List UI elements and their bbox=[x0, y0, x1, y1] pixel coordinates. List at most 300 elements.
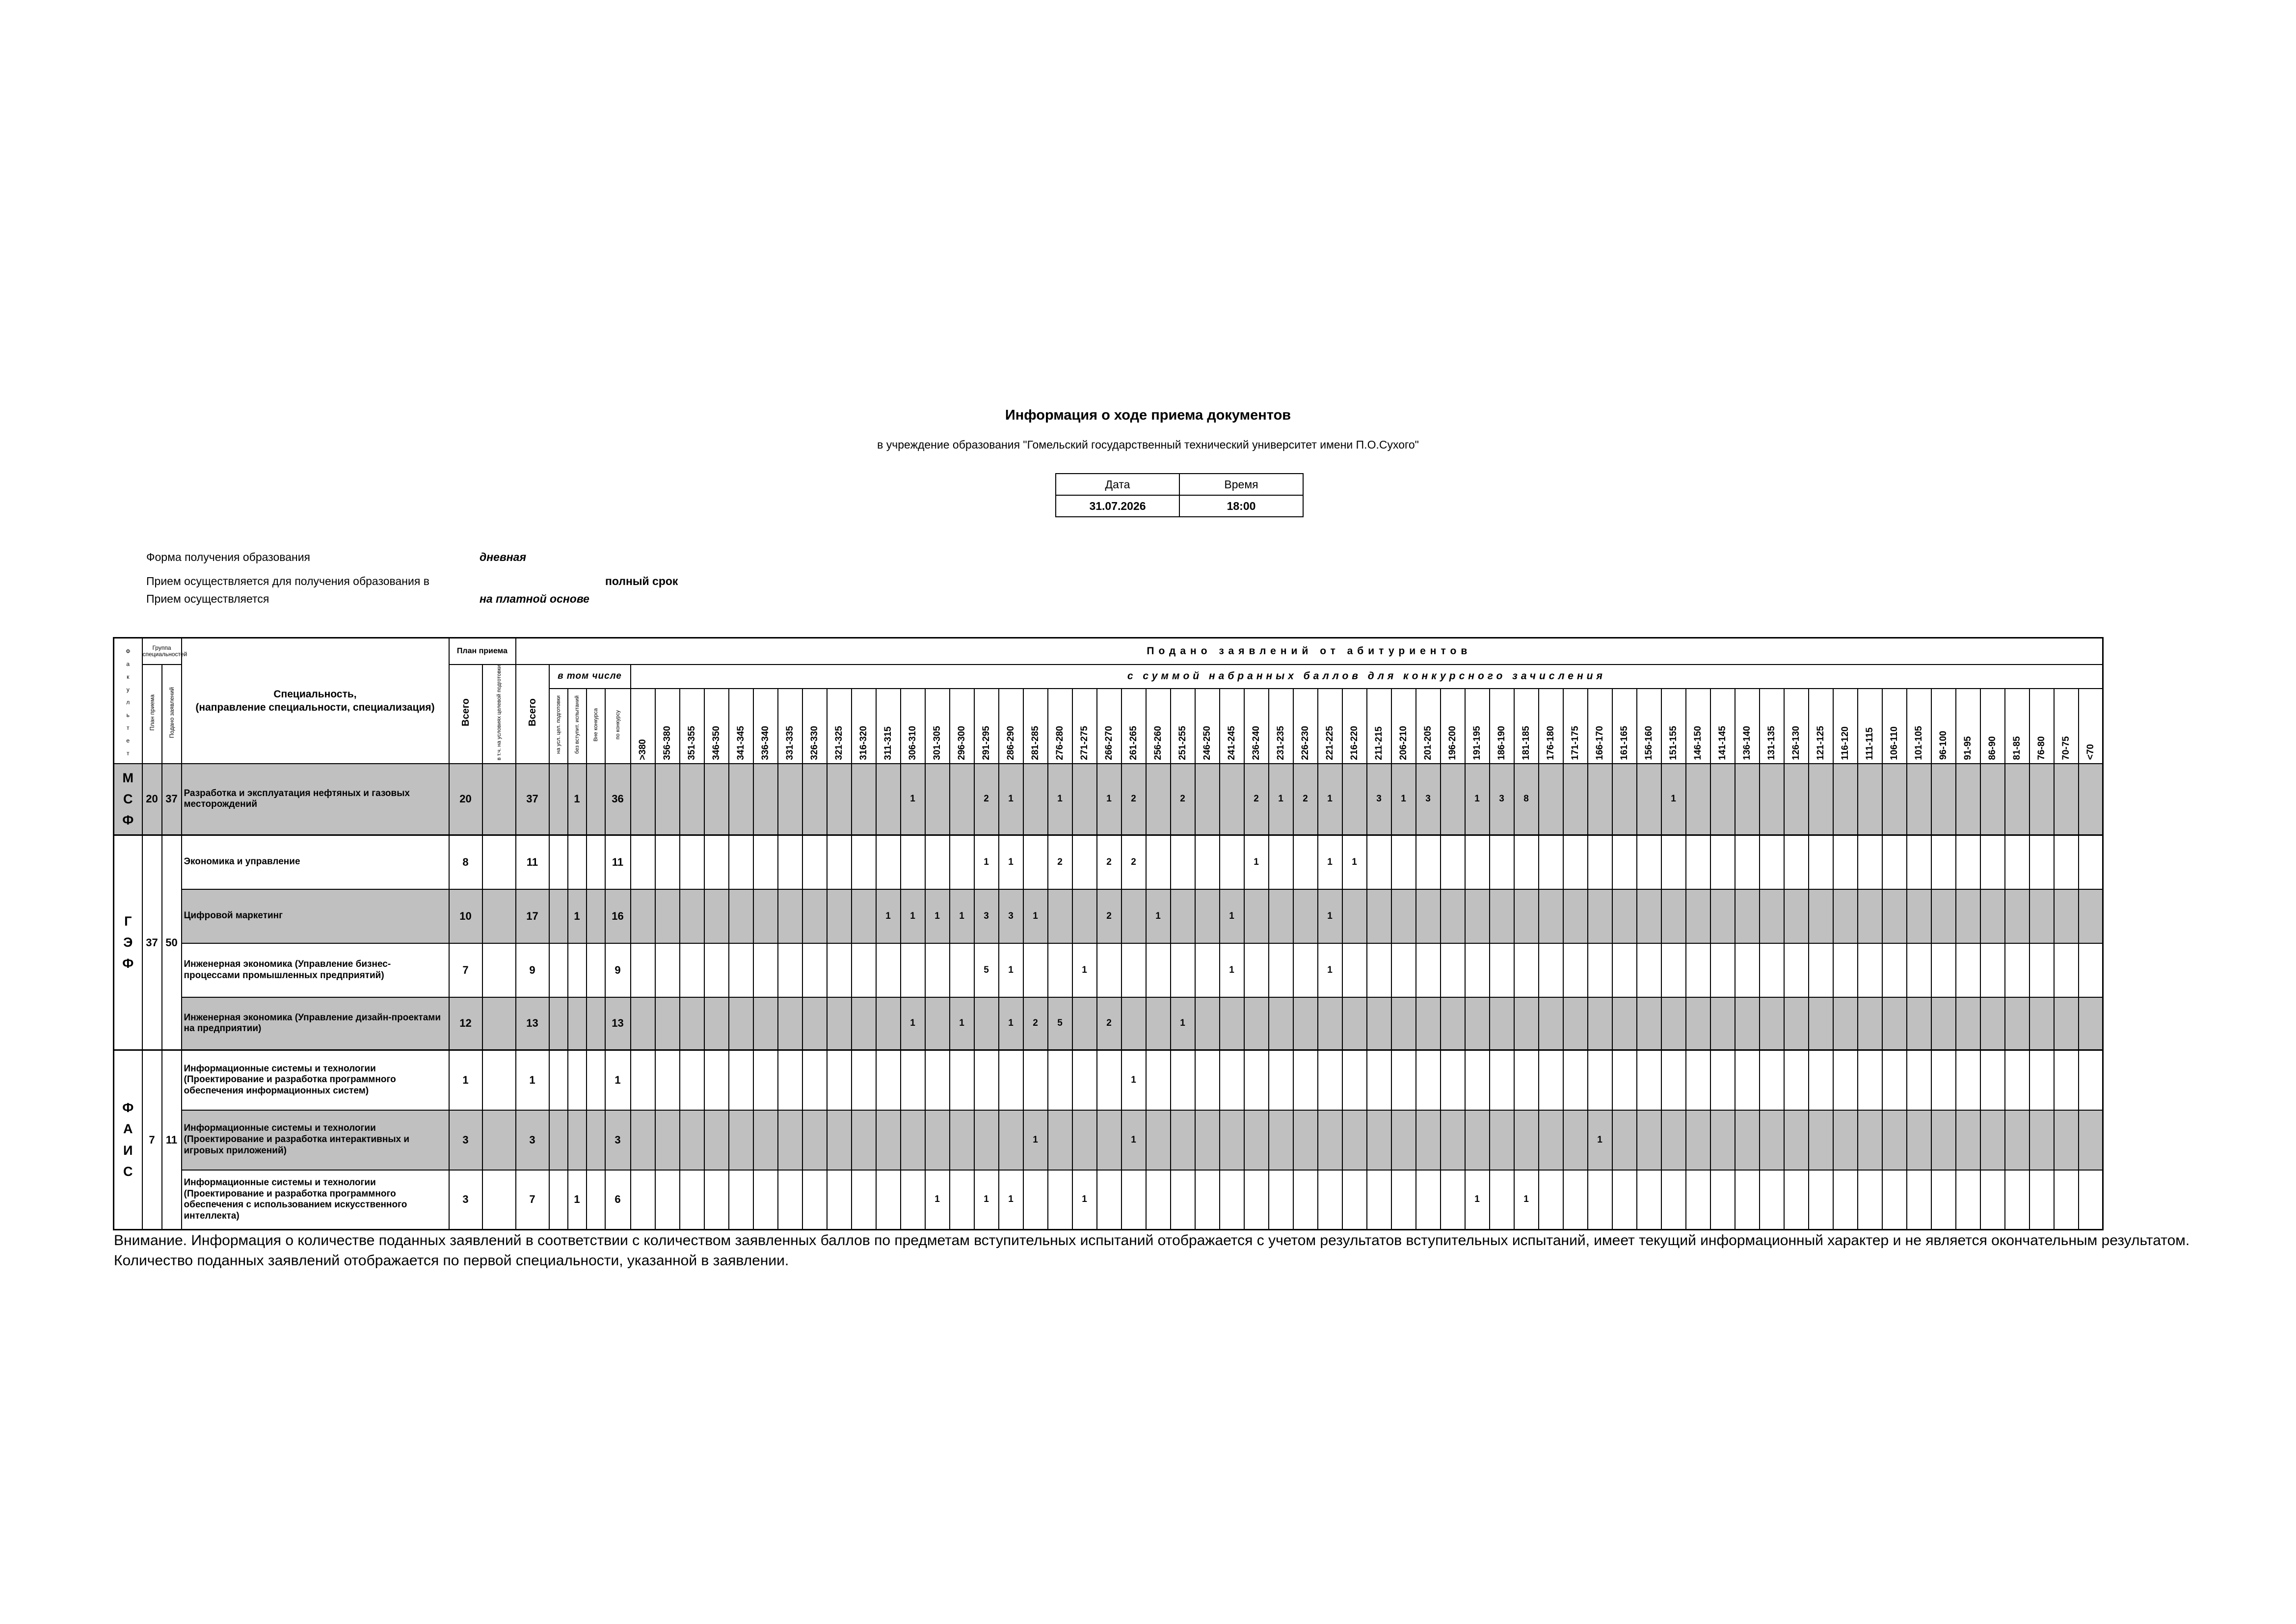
score-range-header: 106-110 bbox=[1882, 689, 1907, 763]
score-range-header: 251-255 bbox=[1171, 689, 1195, 763]
score-count bbox=[1367, 835, 1391, 889]
score-count bbox=[1686, 835, 1710, 889]
score-count: 2 bbox=[1097, 997, 1121, 1050]
score-range-header: 226-230 bbox=[1293, 689, 1318, 763]
score-count: 1 bbox=[1318, 764, 1342, 835]
score-count bbox=[2079, 835, 2103, 889]
score-count bbox=[1809, 997, 1833, 1050]
score-count bbox=[827, 1110, 852, 1170]
score-count bbox=[1269, 1170, 1293, 1230]
plan-total: 12 bbox=[449, 997, 482, 1050]
score-range-header: 186-190 bbox=[1490, 689, 1514, 763]
score-count bbox=[1195, 943, 1220, 997]
score-count bbox=[704, 1050, 729, 1110]
score-count: 2 bbox=[1121, 835, 1146, 889]
score-count: 5 bbox=[974, 943, 999, 997]
score-count bbox=[1760, 889, 1784, 943]
submitted-header: Подано заявлений от абитуриентов bbox=[516, 638, 2103, 665]
score-count bbox=[2079, 997, 2103, 1050]
inc-target bbox=[549, 943, 568, 997]
score-count bbox=[1858, 1170, 1882, 1230]
score-count bbox=[631, 943, 655, 997]
score-count bbox=[2029, 1050, 2054, 1110]
score-count bbox=[1367, 1170, 1391, 1230]
score-count bbox=[1612, 1110, 1637, 1170]
inc-competition: 11 bbox=[605, 835, 631, 889]
inc-target bbox=[549, 889, 568, 943]
score-count bbox=[631, 835, 655, 889]
table-row bbox=[114, 1050, 2103, 1110]
score-count bbox=[1023, 764, 1048, 835]
score-range-header: 261-265 bbox=[1121, 689, 1146, 763]
score-range-header: 181-185 bbox=[1514, 689, 1539, 763]
score-count bbox=[753, 943, 778, 997]
score-count bbox=[704, 1170, 729, 1230]
faculty-name: М С Ф bbox=[114, 764, 142, 835]
score-count bbox=[1195, 764, 1220, 835]
score-range-header: 201-205 bbox=[1416, 689, 1441, 763]
score-range-header: 146-150 bbox=[1686, 689, 1710, 763]
score-count bbox=[802, 1050, 827, 1110]
score-count bbox=[2005, 889, 2029, 943]
score-range-header: 356-380 bbox=[655, 689, 680, 763]
score-count bbox=[1661, 889, 1686, 943]
score-count bbox=[1931, 764, 1956, 835]
inc-noexam: 1 bbox=[568, 1170, 587, 1230]
score-count bbox=[1514, 997, 1539, 1050]
specialty-name: Информационные системы и технологии (Проектирование и разработка программного обеспечения с использованием искусственного интеллекта) bbox=[182, 1170, 449, 1230]
score-count bbox=[1710, 764, 1735, 835]
score-count bbox=[1416, 1170, 1441, 1230]
admissions-table bbox=[113, 637, 2104, 1230]
score-count bbox=[1195, 835, 1220, 889]
score-count bbox=[1784, 1110, 1809, 1170]
score-count bbox=[1048, 1170, 1072, 1230]
score-count bbox=[655, 835, 680, 889]
inc-target bbox=[549, 1050, 568, 1110]
score-count bbox=[1441, 1170, 1465, 1230]
plan-target bbox=[482, 1170, 516, 1230]
score-count bbox=[1539, 997, 1563, 1050]
score-range-header: 281-285 bbox=[1023, 689, 1048, 763]
score-count bbox=[1048, 1110, 1072, 1170]
score-count bbox=[1490, 835, 1514, 889]
score-count: 1 bbox=[1244, 835, 1269, 889]
score-count: 1 bbox=[1318, 835, 1342, 889]
score-count bbox=[1195, 1170, 1220, 1230]
inc-competition: 36 bbox=[605, 764, 631, 835]
score-count bbox=[1416, 943, 1441, 997]
plan-target bbox=[482, 764, 516, 835]
score-count bbox=[704, 1110, 729, 1170]
score-count bbox=[1809, 764, 1833, 835]
score-count bbox=[1563, 1170, 1588, 1230]
score-count bbox=[1735, 764, 1760, 835]
score-range-header: 76-80 bbox=[2029, 689, 2054, 763]
score-count bbox=[704, 764, 729, 835]
plan-target bbox=[482, 997, 516, 1050]
inc-noexam bbox=[568, 997, 587, 1050]
score-count bbox=[1072, 764, 1097, 835]
score-count bbox=[876, 1050, 901, 1110]
score-count bbox=[1563, 835, 1588, 889]
score-range-header: 151-155 bbox=[1661, 689, 1686, 763]
purpose-value: полный срок bbox=[605, 575, 678, 587]
score-range-header: 306-310 bbox=[901, 689, 925, 763]
score-count bbox=[2079, 1170, 2103, 1230]
score-count bbox=[1809, 835, 1833, 889]
score-count bbox=[1710, 1110, 1735, 1170]
plan-total: 7 bbox=[449, 943, 482, 997]
score-count bbox=[1833, 1050, 1858, 1110]
score-range-header: 266-270 bbox=[1097, 689, 1121, 763]
score-count bbox=[1760, 835, 1784, 889]
score-count bbox=[680, 943, 704, 997]
inc-outside bbox=[587, 835, 605, 889]
score-count bbox=[1612, 889, 1637, 943]
score-count bbox=[1195, 997, 1220, 1050]
score-count bbox=[1735, 835, 1760, 889]
score-range-header: 286-290 bbox=[999, 689, 1023, 763]
score-range-header: 141-145 bbox=[1710, 689, 1735, 763]
score-count bbox=[1195, 889, 1220, 943]
score-band-header: с суммой набранных баллов для конкурсного зачисления bbox=[631, 665, 2103, 689]
score-count bbox=[1097, 1050, 1121, 1110]
score-count bbox=[631, 1110, 655, 1170]
submitted-total: 37 bbox=[516, 764, 549, 835]
score-count bbox=[753, 1050, 778, 1110]
score-count bbox=[925, 1050, 950, 1110]
score-count bbox=[827, 997, 852, 1050]
score-count bbox=[778, 943, 802, 997]
group-plan: 37 bbox=[142, 835, 162, 1050]
form-label: Форма получения образования bbox=[146, 551, 311, 563]
basis-value: на платной основе bbox=[480, 592, 589, 605]
score-range-header: 326-330 bbox=[802, 689, 827, 763]
score-range-header: 341-345 bbox=[729, 689, 753, 763]
score-count bbox=[1318, 1170, 1342, 1230]
submitted-total: 17 bbox=[516, 889, 549, 943]
score-count: 1 bbox=[1269, 764, 1293, 835]
score-count bbox=[1980, 997, 2005, 1050]
score-count bbox=[1342, 1050, 1367, 1110]
score-count bbox=[655, 1170, 680, 1230]
score-count bbox=[1760, 1110, 1784, 1170]
score-count bbox=[1220, 1110, 1244, 1170]
score-count bbox=[1956, 943, 1980, 997]
specialty-header: Специальность, (направление специальности, специализация) bbox=[182, 638, 449, 764]
score-count bbox=[778, 1170, 802, 1230]
score-count bbox=[2054, 764, 2079, 835]
score-range-header: 336-340 bbox=[753, 689, 778, 763]
score-count bbox=[1244, 997, 1269, 1050]
score-count bbox=[1416, 1110, 1441, 1170]
score-count bbox=[1269, 1050, 1293, 1110]
score-count bbox=[1367, 943, 1391, 997]
score-count bbox=[704, 889, 729, 943]
score-count bbox=[1121, 1170, 1146, 1230]
score-count bbox=[655, 943, 680, 997]
score-count bbox=[1318, 997, 1342, 1050]
score-count bbox=[1269, 889, 1293, 943]
score-count bbox=[1980, 1170, 2005, 1230]
table-row bbox=[114, 764, 2103, 835]
score-count bbox=[2029, 835, 2054, 889]
score-count bbox=[1907, 889, 1931, 943]
score-range-header: 231-235 bbox=[1269, 689, 1293, 763]
score-count bbox=[680, 1050, 704, 1110]
plan-target bbox=[482, 943, 516, 997]
score-count bbox=[1612, 764, 1637, 835]
score-count bbox=[852, 1170, 876, 1230]
score-count bbox=[1980, 889, 2005, 943]
score-count bbox=[1661, 1050, 1686, 1110]
score-count bbox=[1710, 835, 1735, 889]
score-count: 1 bbox=[999, 997, 1023, 1050]
score-count bbox=[1244, 1170, 1269, 1230]
score-count: 1 bbox=[1146, 889, 1171, 943]
score-count bbox=[901, 943, 925, 997]
score-count bbox=[1980, 835, 2005, 889]
score-count bbox=[1809, 1050, 1833, 1110]
score-count bbox=[852, 889, 876, 943]
score-count bbox=[729, 1110, 753, 1170]
score-count: 8 bbox=[1514, 764, 1539, 835]
table-row bbox=[114, 1170, 2103, 1230]
score-count bbox=[950, 1170, 974, 1230]
score-count bbox=[1539, 764, 1563, 835]
score-count bbox=[1146, 1050, 1171, 1110]
date-label: Дата bbox=[1056, 474, 1179, 495]
score-count bbox=[1539, 1170, 1563, 1230]
score-range-header: 351-355 bbox=[680, 689, 704, 763]
score-count bbox=[753, 1110, 778, 1170]
score-count bbox=[1293, 1050, 1318, 1110]
score-count bbox=[680, 1110, 704, 1170]
plan-target bbox=[482, 835, 516, 889]
score-count bbox=[974, 997, 999, 1050]
inc-noexam-header: без вступит. испытаний bbox=[568, 689, 587, 763]
group-header: Группа специальностей bbox=[142, 638, 182, 665]
score-count bbox=[1686, 1050, 1710, 1110]
score-count bbox=[631, 1170, 655, 1230]
score-range-header: 241-245 bbox=[1220, 689, 1244, 763]
score-count: 3 bbox=[1367, 764, 1391, 835]
score-count bbox=[1637, 1050, 1661, 1110]
score-count bbox=[704, 835, 729, 889]
score-count bbox=[1171, 835, 1195, 889]
score-count bbox=[1391, 889, 1416, 943]
score-count bbox=[1072, 1110, 1097, 1170]
score-count bbox=[1539, 943, 1563, 997]
purpose-label: Прием осуществляется для получения образования в bbox=[146, 575, 429, 587]
score-count bbox=[1686, 997, 1710, 1050]
score-count bbox=[1072, 889, 1097, 943]
score-count bbox=[925, 764, 950, 835]
score-count: 1 bbox=[1097, 764, 1121, 835]
score-count bbox=[1367, 997, 1391, 1050]
score-range-header: 96-100 bbox=[1931, 689, 1956, 763]
score-count bbox=[1146, 997, 1171, 1050]
score-count bbox=[1023, 1170, 1048, 1230]
score-count: 2 bbox=[1048, 835, 1072, 889]
specialty-name: Информационные системы и технологии (Проектирование и разработка интерактивных и игровых приложений) bbox=[182, 1110, 449, 1170]
score-count bbox=[1858, 1050, 1882, 1110]
score-range-header: >380 bbox=[631, 689, 655, 763]
score-count bbox=[1441, 943, 1465, 997]
score-count bbox=[1293, 1170, 1318, 1230]
score-count bbox=[852, 1110, 876, 1170]
score-count bbox=[1784, 1050, 1809, 1110]
score-count: 1 bbox=[950, 889, 974, 943]
score-count bbox=[1465, 997, 1490, 1050]
score-count bbox=[1588, 764, 1612, 835]
score-range-header: 311-315 bbox=[876, 689, 901, 763]
score-range-header: 271-275 bbox=[1072, 689, 1097, 763]
score-count bbox=[1293, 889, 1318, 943]
score-range-header: 156-160 bbox=[1637, 689, 1661, 763]
score-count bbox=[1882, 835, 1907, 889]
page-title: Информация о ходе приема документов bbox=[1005, 407, 1291, 423]
score-count bbox=[852, 997, 876, 1050]
score-count bbox=[655, 997, 680, 1050]
score-count bbox=[1391, 1170, 1416, 1230]
score-count bbox=[1833, 1110, 1858, 1170]
score-count bbox=[1686, 943, 1710, 997]
score-count bbox=[1637, 764, 1661, 835]
score-count: 1 bbox=[1220, 889, 1244, 943]
score-count bbox=[1121, 889, 1146, 943]
score-count bbox=[1293, 1110, 1318, 1170]
score-count bbox=[631, 764, 655, 835]
score-count bbox=[1882, 1050, 1907, 1110]
score-count: 1 bbox=[1391, 764, 1416, 835]
score-count: 1 bbox=[1661, 764, 1686, 835]
score-count bbox=[1661, 835, 1686, 889]
plan-target-header: в т.ч. на условиях целевой подготовки bbox=[482, 665, 516, 764]
score-count bbox=[778, 997, 802, 1050]
score-count bbox=[925, 997, 950, 1050]
score-range-header: 70-75 bbox=[2054, 689, 2079, 763]
score-count bbox=[680, 1170, 704, 1230]
faculty-name: Ф А И С bbox=[114, 1050, 142, 1230]
score-count bbox=[1097, 943, 1121, 997]
score-range-header: 246-250 bbox=[1195, 689, 1220, 763]
score-count bbox=[1514, 943, 1539, 997]
score-count: 1 bbox=[1023, 889, 1048, 943]
score-count: 1 bbox=[1072, 1170, 1097, 1230]
inc-target-header: на усл. цел. подготовки bbox=[549, 689, 568, 763]
score-range-header: 321-325 bbox=[827, 689, 852, 763]
score-count: 1 bbox=[1318, 943, 1342, 997]
score-count: 1 bbox=[999, 1170, 1023, 1230]
time-value: 18:00 bbox=[1179, 495, 1303, 517]
score-count bbox=[1220, 1170, 1244, 1230]
score-count bbox=[655, 889, 680, 943]
score-count bbox=[1244, 1050, 1269, 1110]
score-count bbox=[1539, 889, 1563, 943]
score-count bbox=[802, 1110, 827, 1170]
score-count bbox=[1784, 1170, 1809, 1230]
score-count bbox=[852, 835, 876, 889]
score-count bbox=[1441, 835, 1465, 889]
score-range-header: 331-335 bbox=[778, 689, 802, 763]
score-count bbox=[1735, 889, 1760, 943]
plan-total: 10 bbox=[449, 889, 482, 943]
score-count bbox=[1710, 943, 1735, 997]
score-count bbox=[802, 997, 827, 1050]
score-count bbox=[1023, 1050, 1048, 1110]
score-count bbox=[704, 997, 729, 1050]
score-count bbox=[2054, 1050, 2079, 1110]
score-count: 3 bbox=[999, 889, 1023, 943]
score-count: 3 bbox=[974, 889, 999, 943]
score-count bbox=[1269, 943, 1293, 997]
score-count bbox=[1465, 1050, 1490, 1110]
score-count: 1 bbox=[925, 889, 950, 943]
score-count bbox=[1023, 835, 1048, 889]
score-count bbox=[1956, 835, 1980, 889]
table-row bbox=[114, 943, 2103, 997]
inc-noexam: 1 bbox=[568, 764, 587, 835]
score-count bbox=[1931, 1110, 1956, 1170]
score-count bbox=[1342, 889, 1367, 943]
score-count bbox=[2005, 1050, 2029, 1110]
score-count bbox=[1858, 835, 1882, 889]
score-count bbox=[1980, 1050, 2005, 1110]
score-count: 2 bbox=[1171, 764, 1195, 835]
score-range-header: 116-120 bbox=[1833, 689, 1858, 763]
score-count bbox=[1391, 997, 1416, 1050]
inc-target bbox=[549, 1110, 568, 1170]
score-range-header: 346-350 bbox=[704, 689, 729, 763]
score-count bbox=[1097, 1170, 1121, 1230]
score-count bbox=[2029, 889, 2054, 943]
score-range-header: 206-210 bbox=[1391, 689, 1416, 763]
score-count bbox=[680, 997, 704, 1050]
score-count bbox=[1342, 1110, 1367, 1170]
score-count: 1 bbox=[1072, 943, 1097, 997]
score-count bbox=[1367, 1050, 1391, 1110]
submitted-total: 13 bbox=[516, 997, 549, 1050]
score-count bbox=[1612, 1050, 1637, 1110]
score-count bbox=[925, 943, 950, 997]
score-count bbox=[950, 764, 974, 835]
score-count bbox=[1931, 1050, 1956, 1110]
score-count bbox=[729, 889, 753, 943]
date-time-table bbox=[1055, 473, 1304, 517]
score-count bbox=[1612, 1170, 1637, 1230]
score-count bbox=[778, 1110, 802, 1170]
score-count bbox=[1784, 889, 1809, 943]
score-count bbox=[1072, 997, 1097, 1050]
score-count bbox=[1318, 1050, 1342, 1110]
score-count bbox=[1391, 943, 1416, 997]
score-count bbox=[704, 943, 729, 997]
score-count bbox=[1539, 1050, 1563, 1110]
score-count bbox=[1490, 1050, 1514, 1110]
score-count bbox=[1661, 1110, 1686, 1170]
score-count bbox=[1293, 997, 1318, 1050]
score-count bbox=[1195, 1110, 1220, 1170]
score-count bbox=[1171, 1110, 1195, 1170]
specialty-name: Информационные системы и технологии (Проектирование и разработка программного обеспечения информационных систем) bbox=[182, 1050, 449, 1110]
score-count bbox=[1342, 943, 1367, 997]
score-count bbox=[1637, 997, 1661, 1050]
score-count bbox=[2054, 1170, 2079, 1230]
inc-outside bbox=[587, 764, 605, 835]
score-count bbox=[827, 1170, 852, 1230]
